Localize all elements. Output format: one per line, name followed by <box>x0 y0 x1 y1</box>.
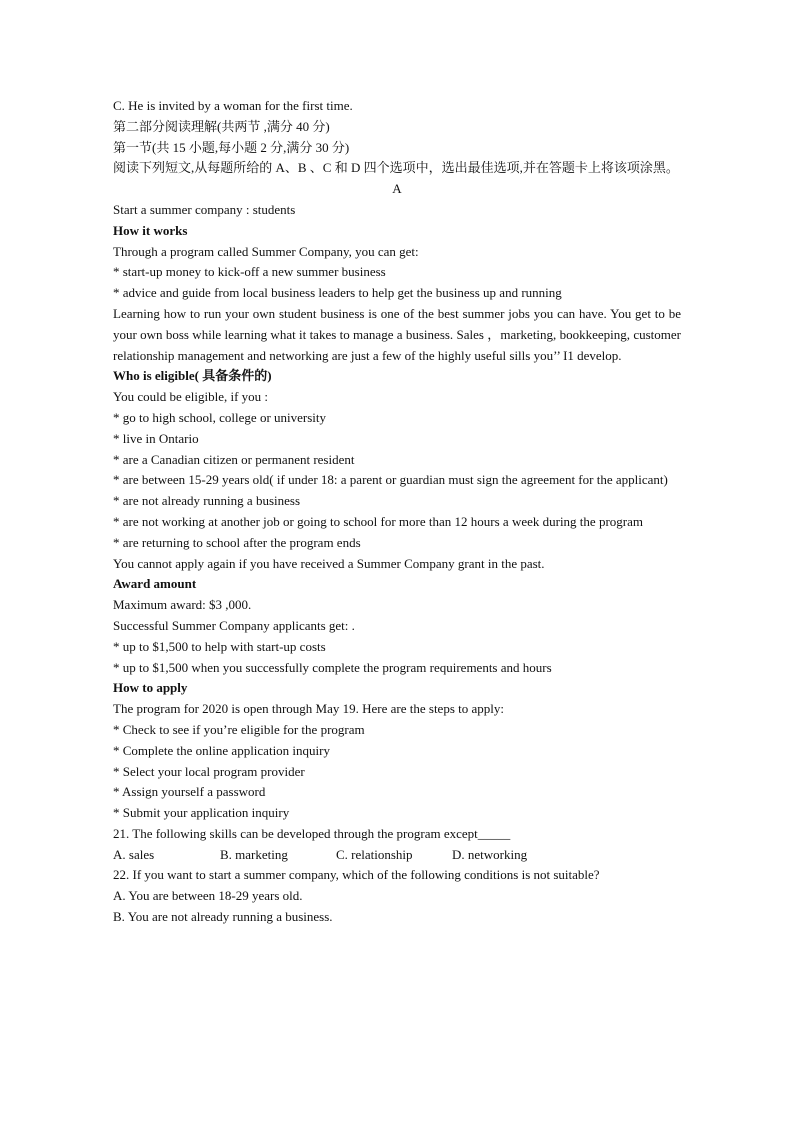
question-21-options <box>113 845 681 866</box>
question-22: 22. If you want to start a summer company, which of the following conditions is not suitable? <box>113 867 600 883</box>
passage-label: A <box>392 181 402 197</box>
bullet-item: * up to $1,500 to help with start-up costs <box>113 638 326 654</box>
exam-page <box>113 96 681 928</box>
bullet-item: * live in Ontario <box>113 430 199 446</box>
heading-how-to-apply: How to apply <box>113 680 188 696</box>
section-heading: 第二部分阅读理解(共两节 ,满分 40 分) <box>113 118 330 134</box>
question-22-option-b: B. You are not already running a business. <box>113 909 333 925</box>
question-22-option-a: A. You are between 18-29 years old. <box>113 888 303 904</box>
bullet-item: * are not already running a business <box>113 493 301 509</box>
subsection-heading: 第一节(共 15 小题,每小题 2 分,满分 30 分) <box>113 139 350 155</box>
bullet-item: * Check to see if you’re eligible for the program <box>113 721 365 737</box>
instructions: 阅读下列短文,从每题所给的 A、B 、C 和 D 四个选项中，选出最佳选项,并在答题卡上将该项涂黑。 <box>113 160 679 176</box>
option-d: D. networking <box>452 846 528 862</box>
question-option-c: C. He is invited by a woman for the first time. <box>113 98 353 113</box>
bullet-item: * are between 15-29 years old( if under 18: a parent or guardian must sign the agreement for the applicant) <box>113 472 668 488</box>
bullet-item: * Assign yourself a password <box>113 784 266 800</box>
passage-title: Start a summer company : students <box>113 201 296 217</box>
paragraph: The program for 2020 is open through May 19. Here are the steps to apply: <box>113 701 504 717</box>
paragraph: Learning how to run your own student business is one of the best summer jobs you can have. You get to be your own boss while learning what it takes to manage a business. Sales ，marketing, bookkeeping, customer relationship management and networking are just a few of the highly useful sills you’’ I1 develop. <box>113 305 681 363</box>
bullet-item: * go to high school, college or university <box>113 409 327 425</box>
heading-who-is-eligible: Who is eligible( 具备条件的) <box>113 368 272 384</box>
bullet-item: * are not working at another job or going to school for more than 12 hours a week during the program <box>113 513 643 529</box>
option-b: B. marketing <box>220 846 288 862</box>
question-21: 21. The following skills can be developed through the program except_____ <box>113 825 511 841</box>
paragraph: Successful Summer Company applicants get: . <box>113 617 355 633</box>
paragraph: You cannot apply again if you have received a Summer Company grant in the past. <box>113 555 545 571</box>
paragraph: Through a program called Summer Company, you can get: <box>113 243 419 259</box>
paragraph: Maximum award: $3 ,000. <box>113 597 252 613</box>
bullet-item: * Select your local program provider <box>113 763 305 779</box>
option-a: A. sales <box>113 846 155 862</box>
heading-how-it-works: How it works <box>113 222 188 238</box>
paragraph: You could be eligible, if you : <box>113 389 269 405</box>
option-c: C. relationship <box>336 846 413 862</box>
bullet-item: * are a Canadian citizen or permanent resident <box>113 451 355 467</box>
bullet-item: * start-up money to kick-off a new summer business <box>113 264 386 280</box>
bullet-item: * up to $1,500 when you successfully complete the program requirements and hours <box>113 659 552 675</box>
bullet-item: * Complete the online application inquiry <box>113 742 330 758</box>
bullet-item: * Submit your application inquiry <box>113 805 290 821</box>
heading-award-amount: Award amount <box>113 576 197 592</box>
bullet-item: * are returning to school after the program ends <box>113 534 361 550</box>
bullet-item: * advice and guide from local business leaders to help get the business up and running <box>113 285 562 301</box>
